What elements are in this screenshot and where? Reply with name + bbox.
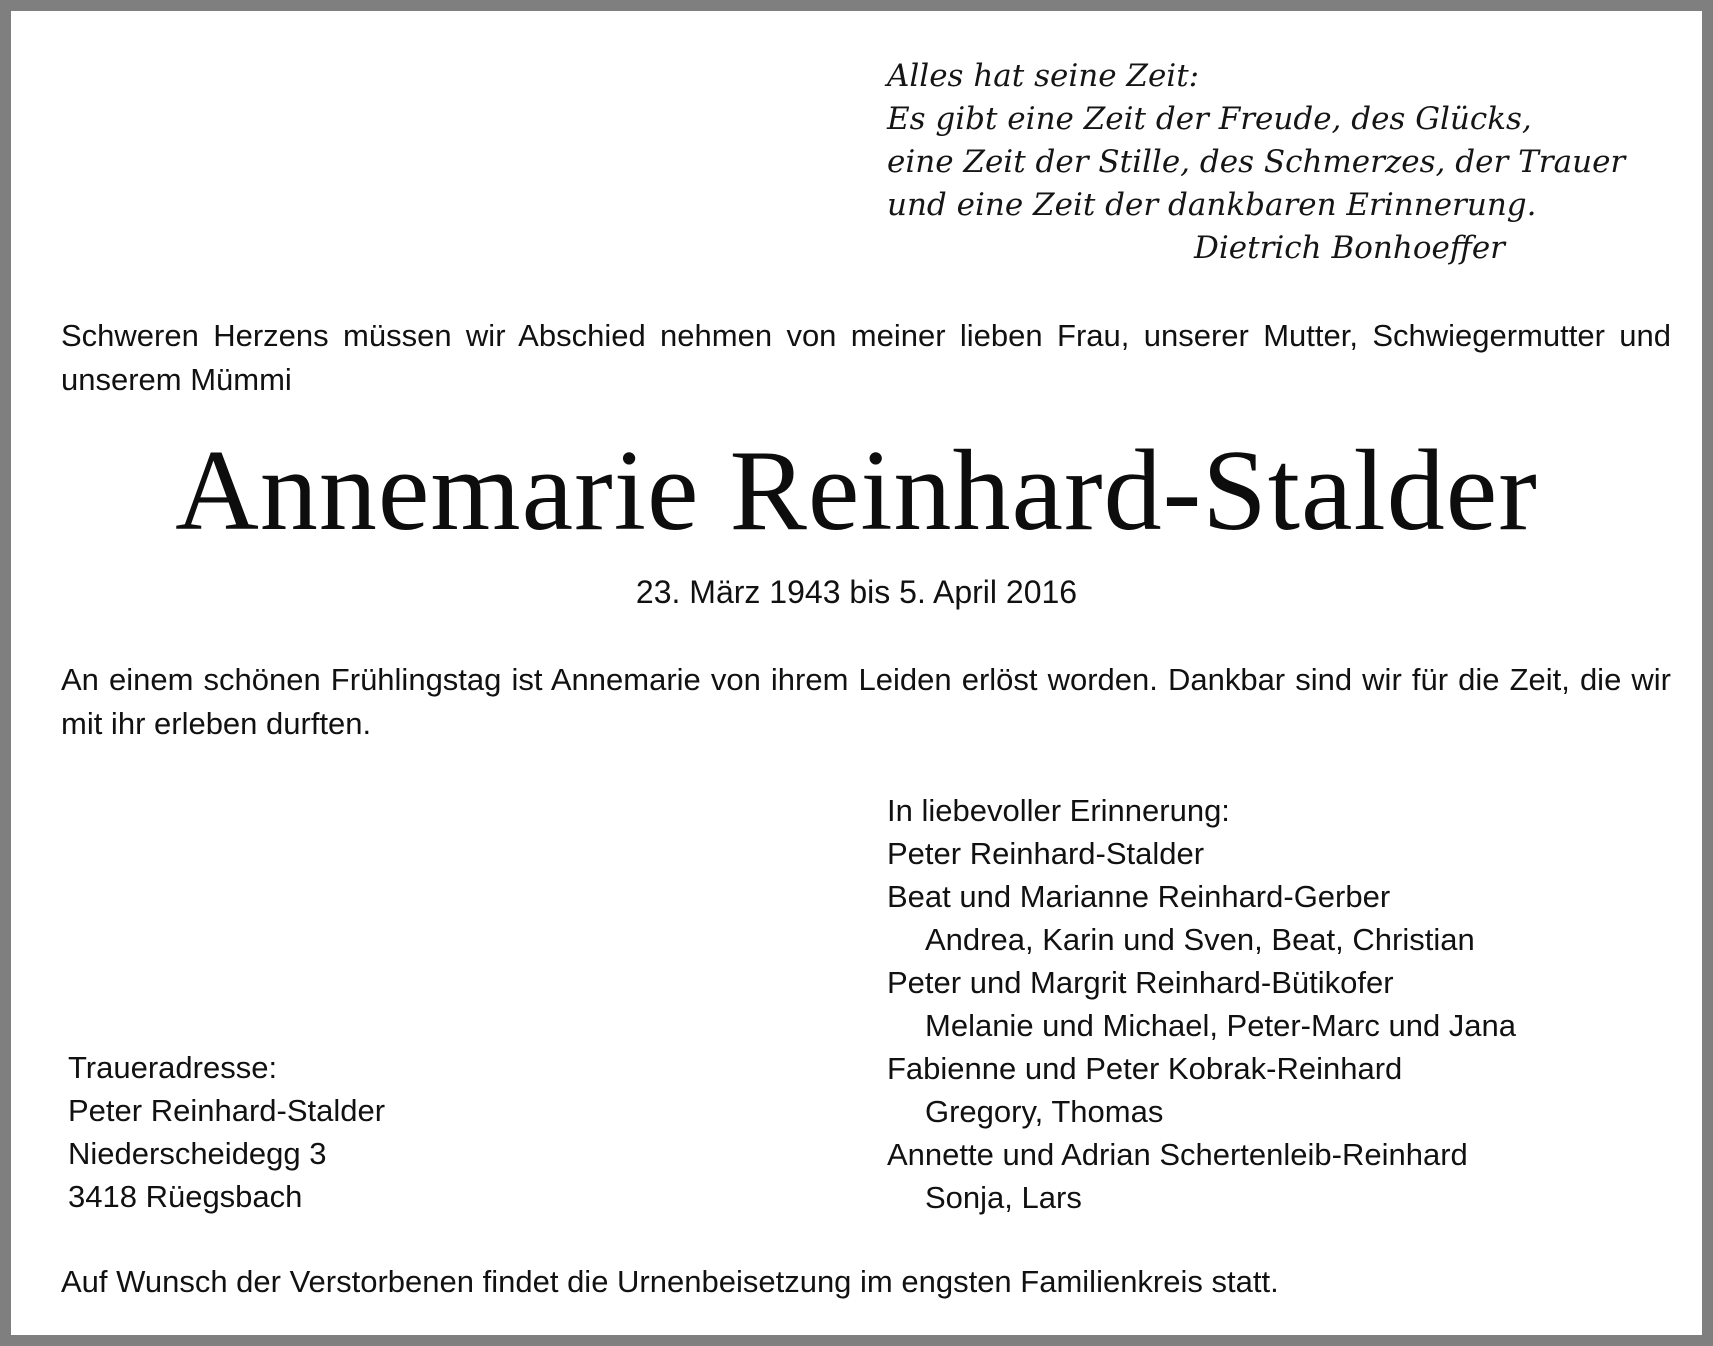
grandchildren: Sonja, Lars (925, 1180, 1082, 1215)
intro-text: Schweren Herzens müssen wir Abschied nehmen von meiner lieben Frau, unserer Mutter, Schwiegermutter und unserem Mümmi (61, 318, 1671, 397)
family-list (887, 789, 1647, 1219)
family-member: Annette und Adrian Schertenleib-Reinhard (887, 1137, 1468, 1172)
closing-note: Auf Wunsch der Verstorbenen findet die Urnenbeisetzung im engsten Familienkreis statt. (61, 1264, 1279, 1299)
quote-line: Es gibt eine Zeit der Freude, des Glücks, (887, 101, 1532, 137)
mourning-address (68, 1046, 668, 1218)
family-heading: In liebevoller Erinnerung: (887, 793, 1230, 828)
farewell-paragraph: An einem schönen Frühlingstag ist Annemarie von ihrem Leiden erlöst worden. Dankbar sind wir für die Zeit, die wir mit ihr erleben durften. (61, 662, 1671, 741)
family-member: Fabienne und Peter Kobrak-Reinhard (887, 1051, 1403, 1086)
grandchildren: Melanie und Michael, Peter-Marc und Jana (925, 1008, 1517, 1043)
quote-author: Dietrich Bonhoeffer (1194, 230, 1505, 266)
family-member: Beat und Marianne Reinhard-Gerber (887, 879, 1391, 914)
life-dates: 23. März 1943 bis 5. April 2016 (635, 574, 1078, 610)
deceased-name: Annemarie Reinhard-Stalder (175, 427, 1538, 555)
quote-line: eine Zeit der Stille, des Schmerzes, der Trauer (887, 144, 1626, 180)
address-city: 3418 Rüegsbach (68, 1179, 303, 1214)
grandchildren: Andrea, Karin und Sven, Beat, Christian (925, 922, 1475, 957)
address-heading: Traueradresse: (68, 1050, 278, 1085)
quote-line: und eine Zeit der dankbaren Erinnerung. (887, 187, 1537, 223)
family-member: Peter Reinhard-Stalder (887, 836, 1205, 871)
address-name: Peter Reinhard-Stalder (68, 1093, 386, 1128)
grandchildren: Gregory, Thomas (925, 1094, 1164, 1129)
bonhoeffer-quote (887, 55, 1626, 270)
quote-line: Alles hat seine Zeit: (887, 58, 1200, 94)
family-member: Peter und Margrit Reinhard-Bütikofer (887, 965, 1394, 1000)
address-street: Niederscheidegg 3 (68, 1136, 327, 1171)
